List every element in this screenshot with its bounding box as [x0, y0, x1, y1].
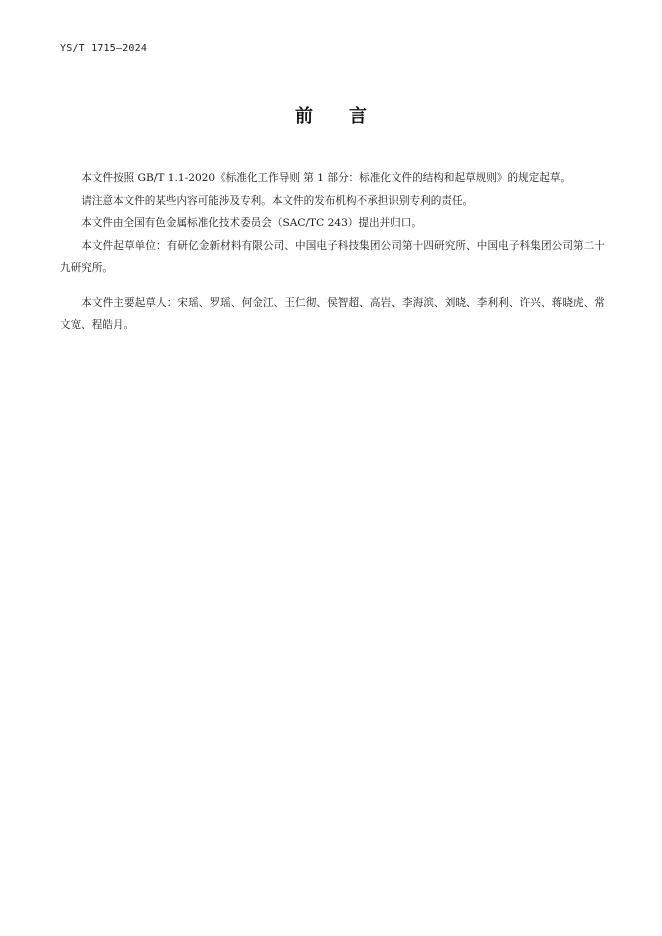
paragraph-proposer: 本文件由全国有色金属标准化技术委员会（SAC/TC 243）提出并归口。	[81, 217, 422, 229]
paragraph-drafters: 本文件主要起草人：宋瑶、罗瑶、何金江、王仁彻、侯智超、高岩、李海滨、刘晓、李利利、许兴、蒋晓虎、常文宽、程皓月。	[60, 296, 605, 331]
document-code: YS/T 1715—2024	[60, 43, 148, 54]
paragraph-drafting-units: 本文件起草单位：有研亿金新材料有限公司、中国电子科技集团公司第十四研究所、中国电子科集团公司第二十九研究所。	[60, 239, 605, 274]
paragraph-patent-notice: 请注意本文件的某些内容可能涉及专利。本文件的发布机构不承担识别专利的责任。	[81, 194, 474, 207]
page-title: 前言	[295, 106, 403, 127]
foreword-body	[60, 167, 605, 337]
paragraph-drafting-rules: 本文件按照 GB/T 1.1-2020《标准化工作导则 第 1 部分：标准化文件的结构和起草规则》的规定起草。	[81, 172, 572, 184]
